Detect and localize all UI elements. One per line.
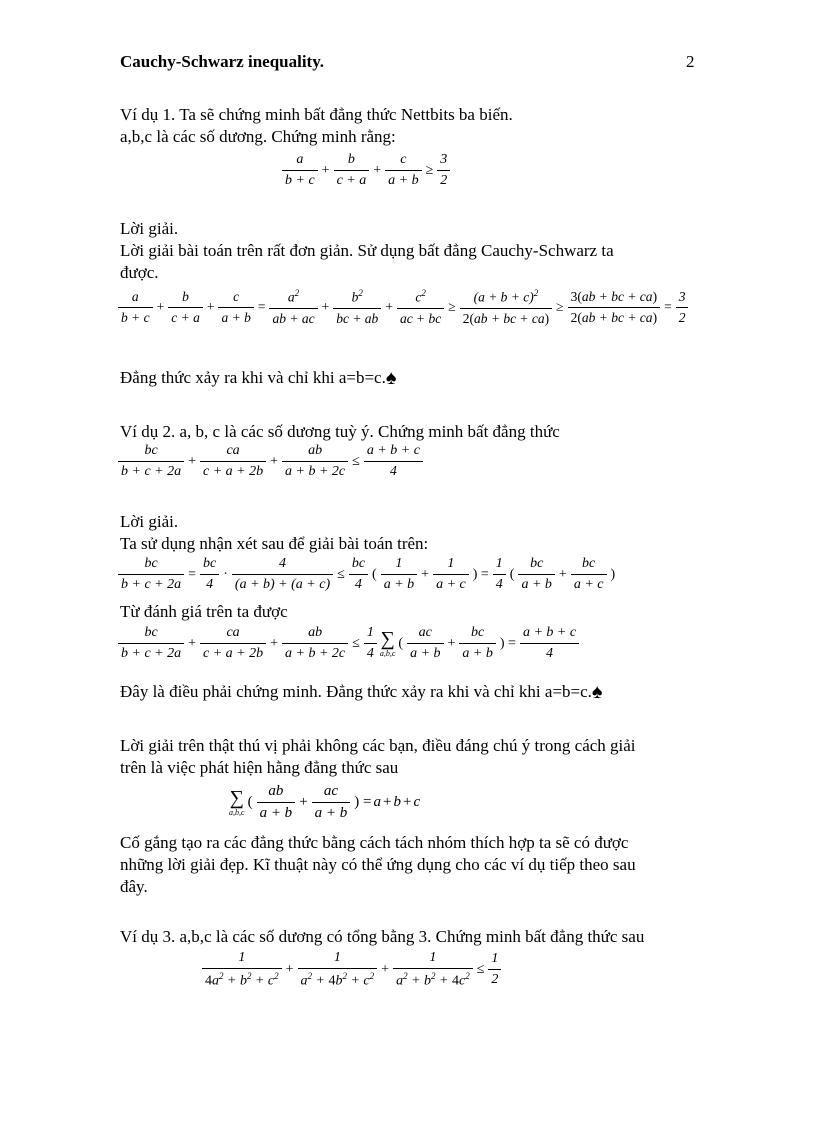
ex1-solution-line1: Lời giải bài toán trên rất đơn giản. Sử dụng bất đẳng Cauchy-Schwarz ta bbox=[120, 241, 614, 260]
discussion-line2: trên là việc phát hiện hằng đẳng thức sau bbox=[120, 758, 399, 777]
page-title: Cauchy-Schwarz inequality. bbox=[120, 52, 325, 71]
ex3-formula: $\frac{1}{4a^2 + b^2 + c^2}$ + $\frac{1}{a^2 + 4b^2 + c^2}$ + $\frac{1}{a^2 + b^2 + 4c^2}$ ≤ $\frac{1}{2}$ bbox=[200, 950, 503, 990]
spade-icon: ♠ bbox=[591, 681, 603, 703]
ex1-intro: Ví dụ 1. Ta sẽ chứng minh bất đẳng thức Nettbits ba biến. bbox=[120, 105, 513, 124]
ex1-solution-title: Lời giải. bbox=[120, 219, 179, 238]
ex2-solution-title: Lời giải. bbox=[120, 512, 179, 531]
ex2-remark: Ta sử dụng nhận xét sau để giải bài toán trên: bbox=[120, 534, 429, 553]
identity-formula: ∑ a,b,c ( $\frac{ab}{a + b}$ + $\frac{ac}{a + b}$ ) = a + b + c bbox=[229, 783, 421, 821]
ex2-from-estimate: Từ đánh giá trên ta được bbox=[120, 602, 288, 621]
ex2-intro: Ví dụ 2. a, b, c là các số dương tuỳ ý. Chứng minh bất đẳng thức bbox=[120, 422, 560, 441]
discussion-line3: Cố gắng tạo ra các đẳng thức bằng cách tách nhóm thích hợp ta sẽ có được bbox=[120, 833, 629, 852]
ex1-proof-formula: $\frac{a}{b + c}$ + $\frac{b}{c + a}$ + $\frac{c}{a + b}$ = $\frac{a^2}{ab + ac}$ + $\frac{b^2}{bc + ab}$ + $\frac{c^2}{ac + bc}$ ≥ $\frac{(a + b + c)^2}{2(ab + bc + ca)}$ ≥ $\frac{3(ab + bc + ca)}{2(ab + bc + ca)}$ = $\frac{3}{2}$ bbox=[116, 288, 690, 327]
page-number: 2 bbox=[686, 52, 695, 71]
ex1-equality: Đẳng thức xảy ra khi và chỉ khi a=b=c.♠ bbox=[120, 367, 397, 389]
ex1-formula: $\frac{a}{b + c}$ + $\frac{b}{c + a}$ + $\frac{c}{a + b}$ ≥ $\frac{3}{2}$ bbox=[280, 152, 452, 189]
ex2-sum-formula: $\frac{bc}{b + c + 2a}$ + $\frac{ca}{c + a + 2b}$ + $\frac{ab}{a + b + 2c}$ ≤ $\frac{1}{4}$ ∑ a,b,c ( $\frac{ac}{a + b}$ + $\frac{bc}{a + b}$ ) = $\frac{a + b + c}{4}$ bbox=[116, 625, 581, 662]
ex2-formula: $\frac{bc}{b + c + 2a}$ + $\frac{ca}{c + a + 2b}$ + $\frac{ab}{a + b + 2c}$ ≤ $\frac{a + b + c}{4}$ bbox=[116, 443, 425, 480]
discussion-line1: Lời giải trên thật thú vị phải không các bạn, điều đáng chú ý trong cách giải bbox=[120, 736, 636, 755]
ex1-solution-line2: được. bbox=[120, 263, 159, 282]
ex3-intro: Ví dụ 3. a,b,c là các số dương có tổng bằng 3. Chứng minh bất đẳng thức sau bbox=[120, 927, 645, 946]
ex2-conclusion: Đây là điều phải chứng minh. Đẳng thức xảy ra khi và chỉ khi a=b=c.♠ bbox=[120, 681, 603, 703]
ex2-lemma-formula: $\frac{bc}{b + c + 2a}$ = $\frac{bc}{4}$ · $\frac{4}{(a + b) + (a + c)}$ ≤ $\frac{bc}{4}$ ( $\frac{1}{a + b}$ + $\frac{1}{a + c}$ ) = $\frac{1}{4}$ ( $\frac{bc}{a + b}$ + $\frac{bc}{a + c}$ ) bbox=[116, 556, 617, 593]
discussion-line4: những lời giải đẹp. Kĩ thuật này có thể ứng dụng cho các ví dụ tiếp theo sau bbox=[120, 855, 636, 874]
discussion-line5: đây. bbox=[120, 877, 148, 896]
spade-icon: ♠ bbox=[385, 367, 397, 389]
ex1-statement: a,b,c là các số dương. Chứng minh rằng: bbox=[120, 127, 396, 146]
